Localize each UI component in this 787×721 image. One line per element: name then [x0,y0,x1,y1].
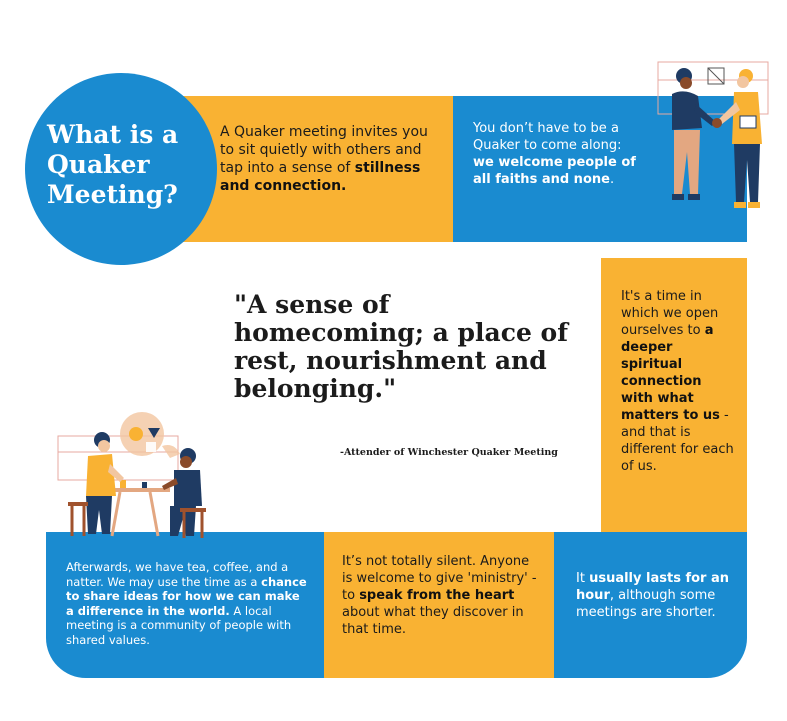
page-title: What is a Quaker Meeting? [47,120,179,209]
panel-text: Afterwards, we have tea, coffee, and a natter. We may use the time as a [66,560,289,589]
panel-invitation [180,96,454,242]
cafe-table-illustration [50,412,218,542]
panel-text-end: about what they discover in that time. [342,605,524,637]
panel-text-end: . [609,172,615,187]
panel-emphasis: we welcome people of all faiths and none [473,155,636,187]
panel-emphasis: stillness and connection. [220,160,421,194]
panel-emphasis: usually lasts for an hour [576,571,730,603]
panel-text: You don’t have to be a Quaker to come along: [473,121,622,153]
panel-text-end: , although some meetings are shorter. [576,588,716,620]
panel-ministry [324,532,554,678]
panel-emphasis: speak from the heart [359,588,515,603]
quote-text: "A sense of homecoming; a place of rest, nourishment and belonging." [234,290,568,403]
panel-spiritual-connection [601,258,747,532]
panel-text-end: A local meeting is a community of people with shared values. [66,603,292,647]
panel-duration [554,532,747,678]
panel-text: It’s not totally silent. Anyone is welcome to give 'ministry' - to [342,554,537,603]
panel-text: It [576,571,590,586]
quote-attribution: -Attender of Winchester Quaker Meeting [340,447,558,458]
panel-emphasis: chance to share ideas for how we can make a difference in the world. [66,574,307,618]
panel-emphasis: a deeper spiritual connection with what matters to us [621,323,720,423]
panel-text: A Quaker meeting invites you to sit quietly with others and tap into a sense of [220,124,428,176]
panel-text: It's a time in which we open ourselves to [621,289,719,338]
handshake-illustration [650,56,780,212]
panel-afterwards [46,532,324,678]
panel-text-end: - and that is different for each of us. [621,408,734,474]
